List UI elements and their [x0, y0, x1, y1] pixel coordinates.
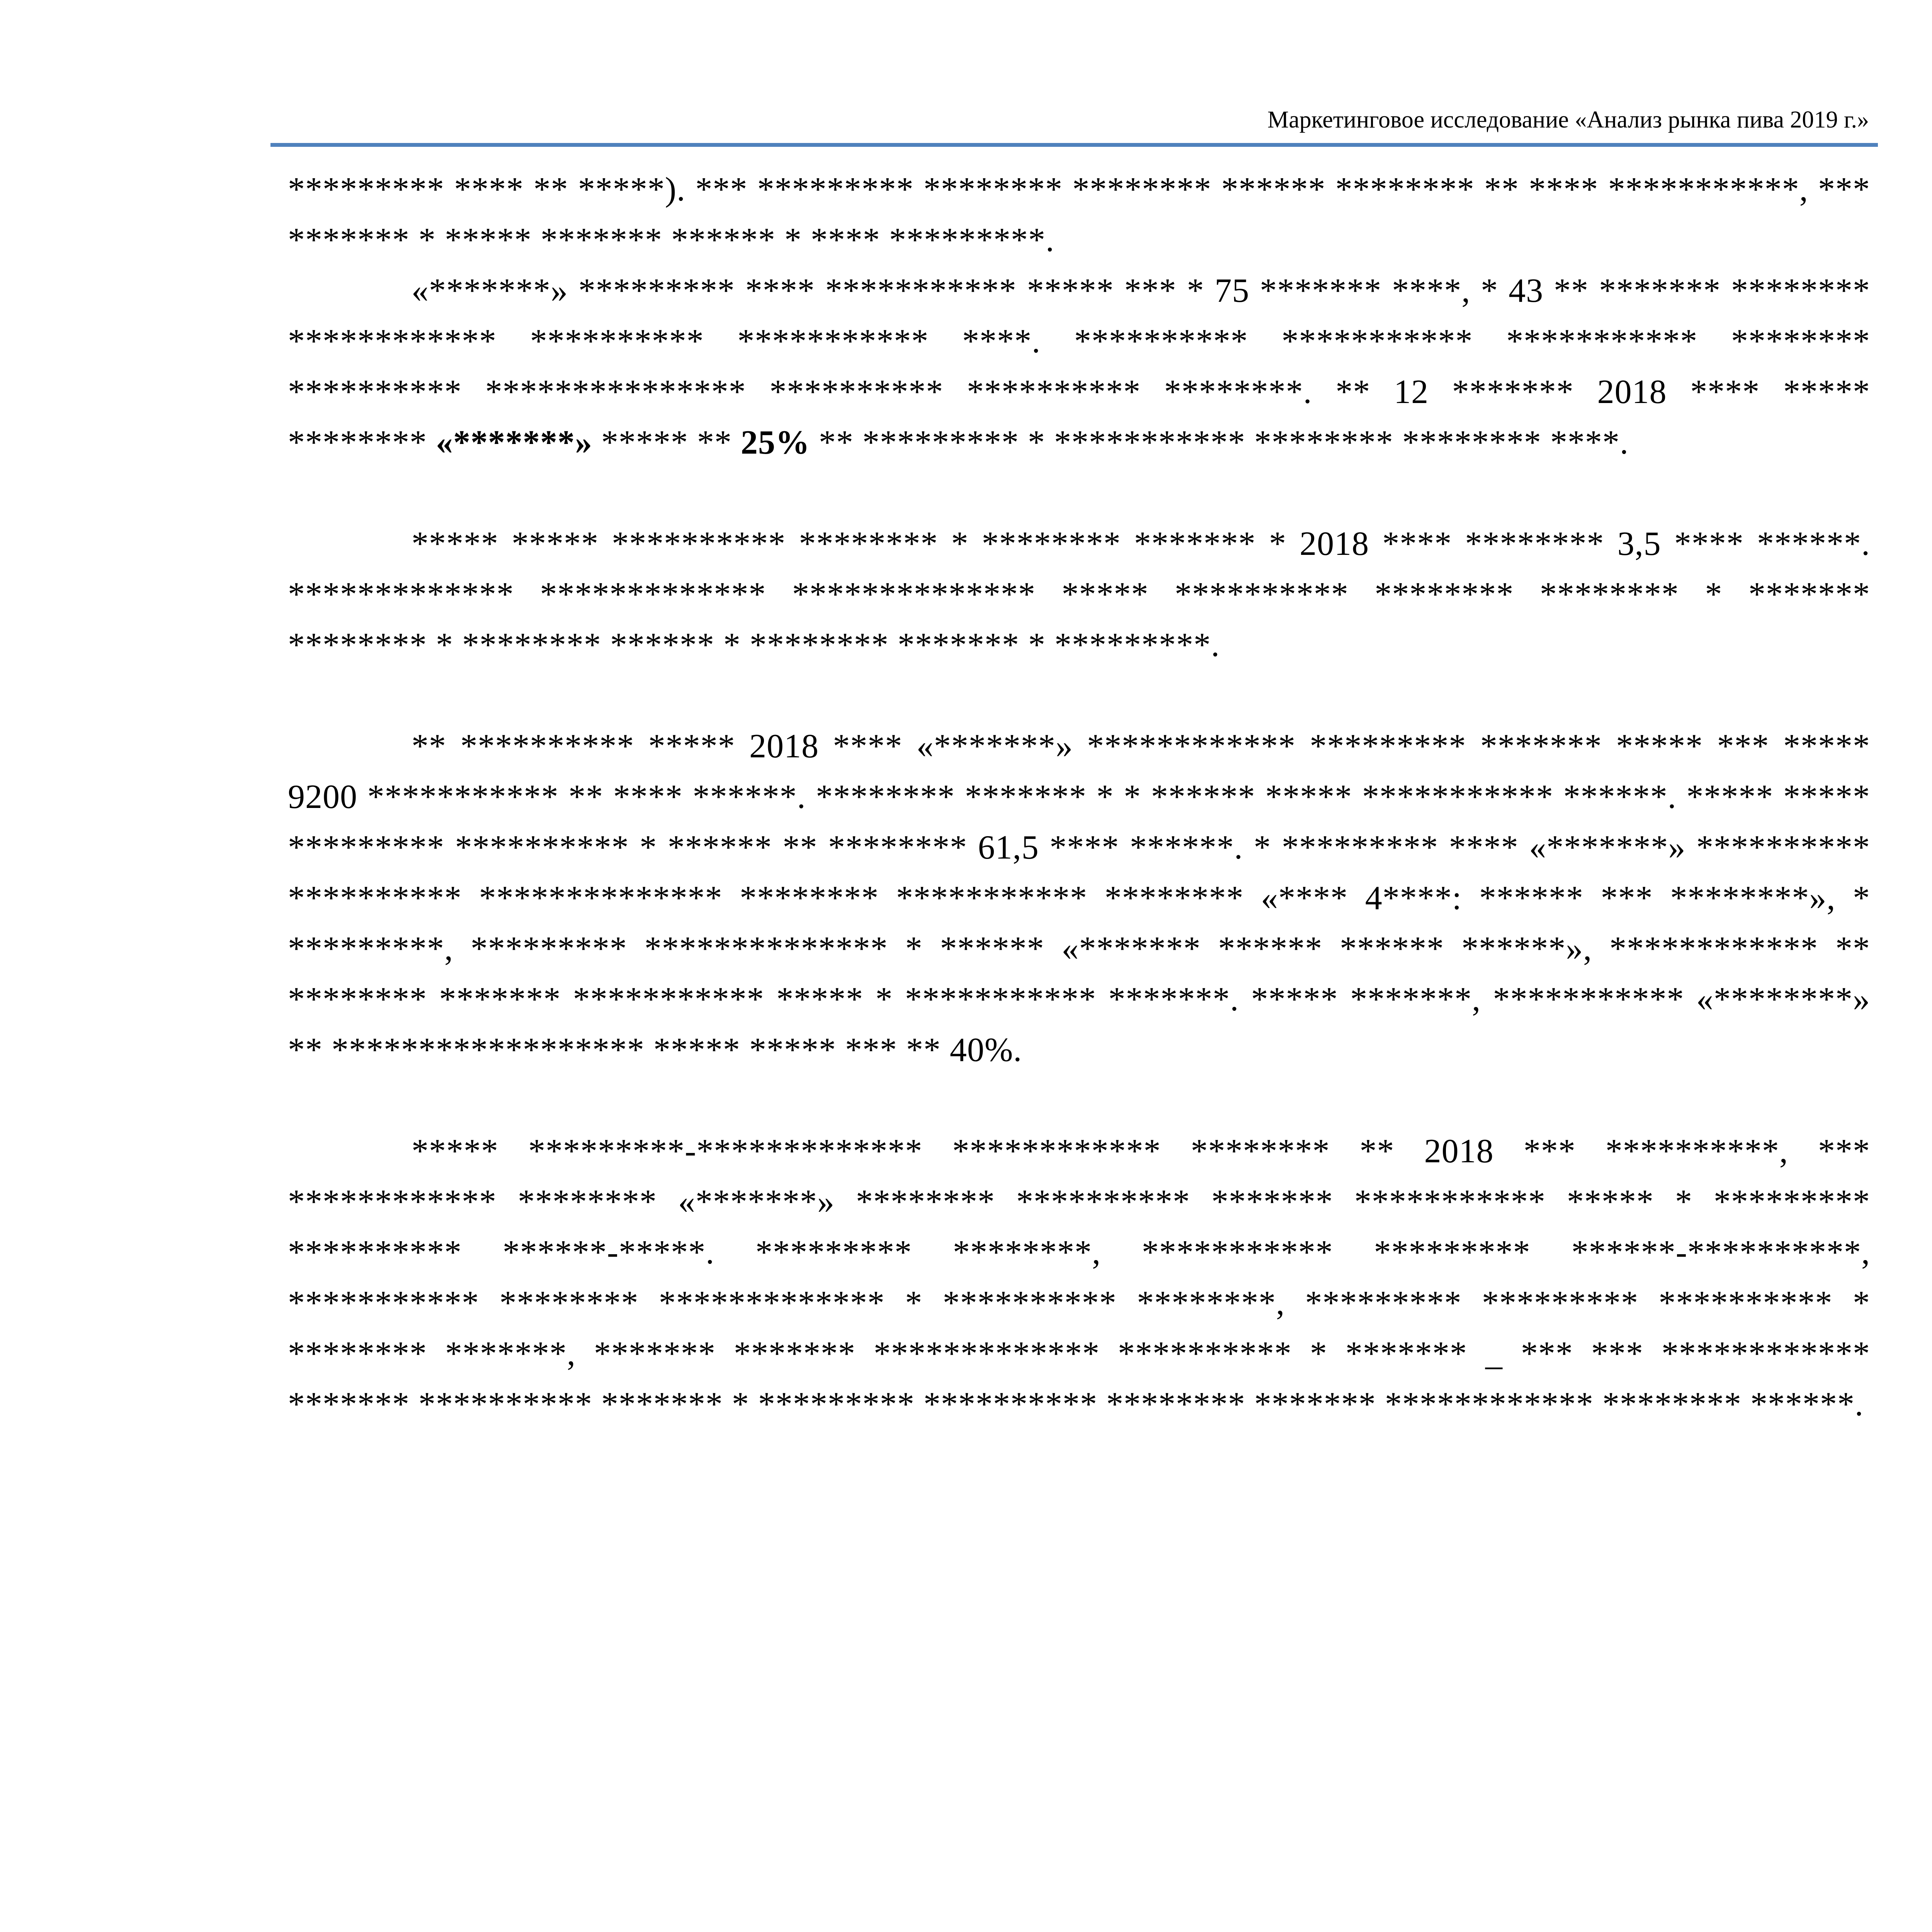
paragraph-3 [288, 519, 1870, 670]
paragraph-3-text: ***** ***** ********** ******** * ******** ******* * 2018 **** ******** 3,5 **** ******. ************* ************* ************** ***** ********** ******** ******** * ******* ******** * ******** ****** * ******** ******* * *********. [288, 525, 1870, 664]
paragraph-2 [288, 265, 1870, 468]
paragraph-2-bold-quote: «*******» [436, 424, 592, 461]
paragraph-2-text-2: ***** ** [592, 424, 741, 461]
paragraph-4-text: ** ********** ***** 2018 **** «*******» ************ ********* ******* ***** *** ***** 9200 *********** ** **** ******. ******** ******* * * ****** ***** *********** ******. ***** ***** ********* ********** * ****** ** ******** 61,5 **** ******. * ********* **** «*******» ********** ********** ************** ******** *********** ******** «**** 4****: ****** *** ********», * *********, ********* ************** * ****** «******* ****** ****** ******», ************ ** ******** ******* *********** ***** * *********** *******. ***** *******, *********** «********» ** ****************** ***** ***** *** ** 40%. [288, 728, 1870, 1069]
paragraph-2-text: «*******» ********* **** *********** ***** *** * 75 ******* ****, * 43 ** ******* ******** ************ ********** *********** ****. ********** *********** *********** ******** ********** *************** ********** ********** ********. ** 12 ******* 2018 **** ***** ******** [288, 272, 1870, 461]
paragraph-2-text-3: ** ********* * *********** ******** ******** ****. [810, 424, 1629, 461]
paragraph-2-bold-percent: 25% [741, 424, 810, 461]
paragraph-5 [288, 1126, 1870, 1430]
paragraph-1-text: ********* **** ** *****). *** ********* ******** ******** ****** ******** ** **** ***********, *** ******* * ***** ******* ****** * **** *********. [288, 171, 1870, 259]
paragraph-4 [288, 721, 1870, 1075]
paragraph-1 [288, 164, 1870, 265]
paragraph-5-text: ***** *********-************* ************ ******** ** 2018 *** **********, *** ************ ******** «*******» ******** ********** ******* *********** ***** * ********* ********** ******-*****. ********* ********, *********** ********* ******-**********, *********** ******** ************* * ********** ********, ********* ********* ********** * ******** *******, ******* ******* ************* ********** * ******* _ *** *** ************ ******* ********** ******* * ********* ********** ******** ******* ************ ******** ******. [288, 1133, 1870, 1423]
header-rule [270, 143, 1878, 147]
header-title: Маркетинговое исследование «Анализ рынка пива 2019 г.» [1267, 107, 1869, 133]
body-text [288, 164, 1870, 1430]
